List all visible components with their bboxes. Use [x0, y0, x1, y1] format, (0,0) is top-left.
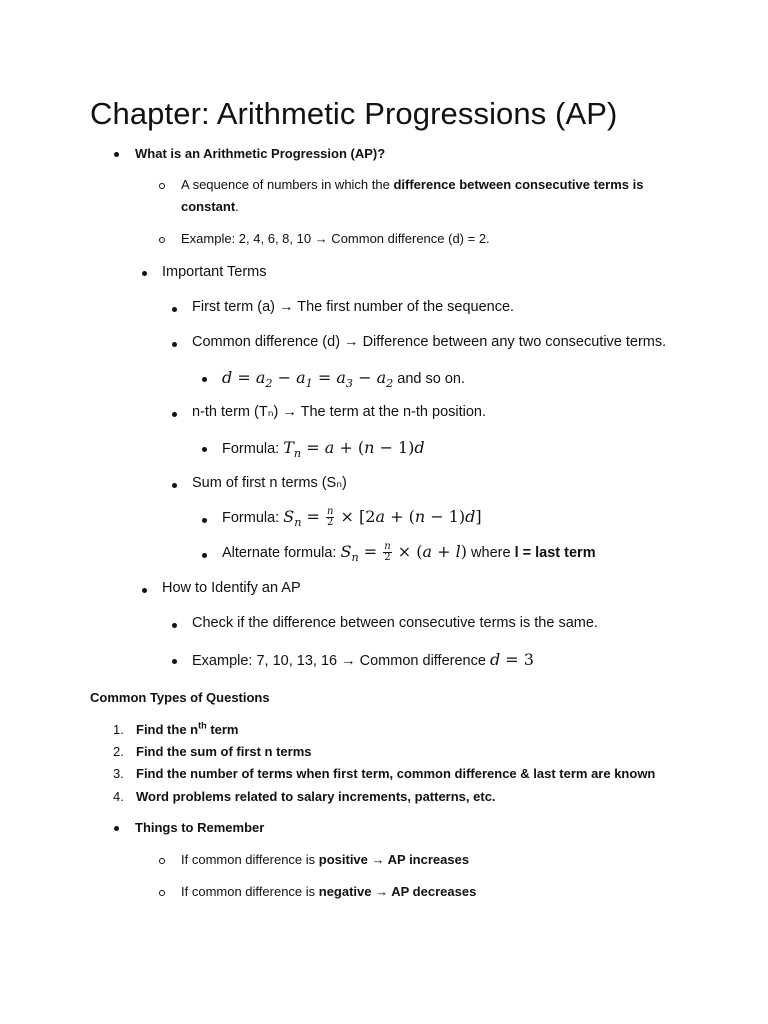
bullet-dot — [114, 152, 119, 157]
bullet-ring — [159, 183, 165, 189]
question-number: 3. — [113, 766, 124, 781]
bullet-ring — [159, 237, 165, 243]
bullet-dot — [202, 447, 207, 452]
remember-negative: If common difference is negative → AP decreases — [181, 884, 477, 899]
question-number: 2. — [113, 744, 124, 759]
common-diff-item: Common difference (d) → Difference between any two consecutive terms. — [192, 334, 667, 350]
bullet-dot — [142, 588, 147, 593]
bullet-dot — [172, 623, 177, 628]
question-number: 4. — [113, 789, 124, 804]
question-item: Find the sum of first n terms — [136, 744, 312, 759]
bullet-ring — [159, 890, 165, 896]
remember-heading: Things to Remember — [135, 820, 265, 835]
bullet-dot — [172, 412, 177, 417]
question-item: Find the number of terms when first term, common difference & last term are known — [136, 766, 656, 781]
bullet-dot — [172, 307, 177, 312]
bullet-ring — [159, 858, 165, 864]
nth-term-formula: Formula: $T_n = a + (n - 1)d$ — [222, 438, 425, 461]
identify-heading: How to Identify an AP — [162, 580, 301, 596]
bullet-dot — [114, 826, 119, 831]
remember-positive: If common difference is positive → AP increases — [181, 852, 470, 867]
intro-example: Example: 2, 4, 6, 8, 10 → Common difference (d) = 2. — [181, 231, 490, 246]
question-item: Find the $n^{th}$ term — [136, 720, 239, 737]
intro-heading: What is an Arithmetic Progression (AP)? — [135, 146, 386, 161]
definition-line-2: constant. — [181, 199, 239, 214]
question-number: 1. — [113, 722, 124, 737]
page-title: Chapter: Arithmetic Progressions (AP) — [90, 96, 618, 131]
bullet-dot — [172, 659, 177, 664]
sum-item: Sum of first n terms (Sₙ) — [192, 475, 347, 491]
bullet-dot — [202, 553, 207, 558]
question-item: Word problems related to salary increments, patterns, etc. — [136, 789, 496, 804]
bullet-dot — [172, 483, 177, 488]
bullet-dot — [172, 342, 177, 347]
sum-alt-formula: Alternate formula: $S_n$ = $\frac{n}{2}$ × (a + l) where l = last term — [222, 541, 596, 565]
nth-term-item: n-th term (Tₙ) → The term at the n-th position. — [192, 404, 487, 420]
definition-line: A sequence of numbers in which the difference between consecutive terms is — [181, 177, 644, 192]
bullet-dot — [202, 377, 207, 382]
common-diff-formula: $d = a_2 - a_1 = a_3 - a_2$ and so on. — [222, 368, 465, 391]
sum-formula: Formula: $S_n$ = $\frac{n}{2}$ × [2a + (n − 1)d] — [222, 506, 482, 530]
identify-example: Example: 7, 10, 13, 16 → Common difference d = 3 — [192, 650, 534, 669]
bullet-dot — [202, 518, 207, 523]
important-terms-heading: Important Terms — [162, 264, 267, 280]
identify-check: Check if the difference between consecutive terms is the same. — [192, 615, 598, 631]
questions-heading: Common Types of Questions — [90, 690, 270, 705]
bullet-dot — [142, 271, 147, 276]
first-term-item: First term (a) → The first number of the sequence. — [192, 299, 515, 315]
